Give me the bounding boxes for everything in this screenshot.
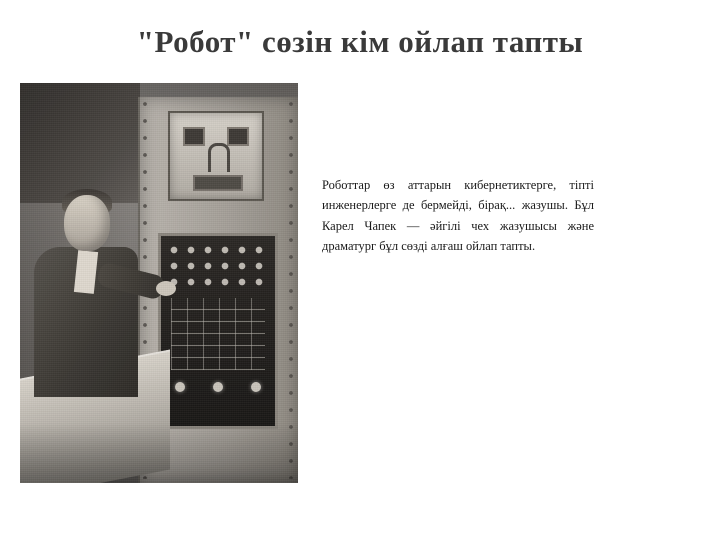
robot-control-panel: [158, 233, 278, 429]
panel-lamp-2: [213, 382, 223, 392]
panel-knob-row-1: [169, 246, 267, 255]
robot-nose: [208, 143, 230, 172]
panel-knob-row-3: [169, 278, 267, 287]
slide-image: [20, 83, 298, 483]
robot-eye-right: [227, 127, 249, 146]
photo-wall-shadow: [20, 83, 140, 203]
robot-mouth: [193, 175, 243, 191]
body-text-block: [322, 175, 594, 256]
man-head: [64, 195, 110, 251]
panel-knob-row-2: [169, 262, 267, 271]
body-paragraph: Роботтар өз аттарын кибернетиктерге, тіпті инженерлерге де бермейді, бірақ... жазушы. Бұл Карел Чапек — әйгілі чех жазушысы және драматург бұл сөзді алғаш ойлап тапты.: [322, 178, 594, 253]
page-title: "Робот" сөзін кім ойлап тапты: [136, 24, 584, 59]
robot-eye-left: [183, 127, 205, 146]
panel-grid: [171, 298, 265, 370]
panel-lamp-3: [251, 382, 261, 392]
photo-background: [20, 83, 298, 483]
robot-head: [168, 111, 264, 201]
panel-lamp-1: [175, 382, 185, 392]
photo-bottom-shadow: [20, 423, 298, 483]
man-hand: [156, 281, 176, 296]
